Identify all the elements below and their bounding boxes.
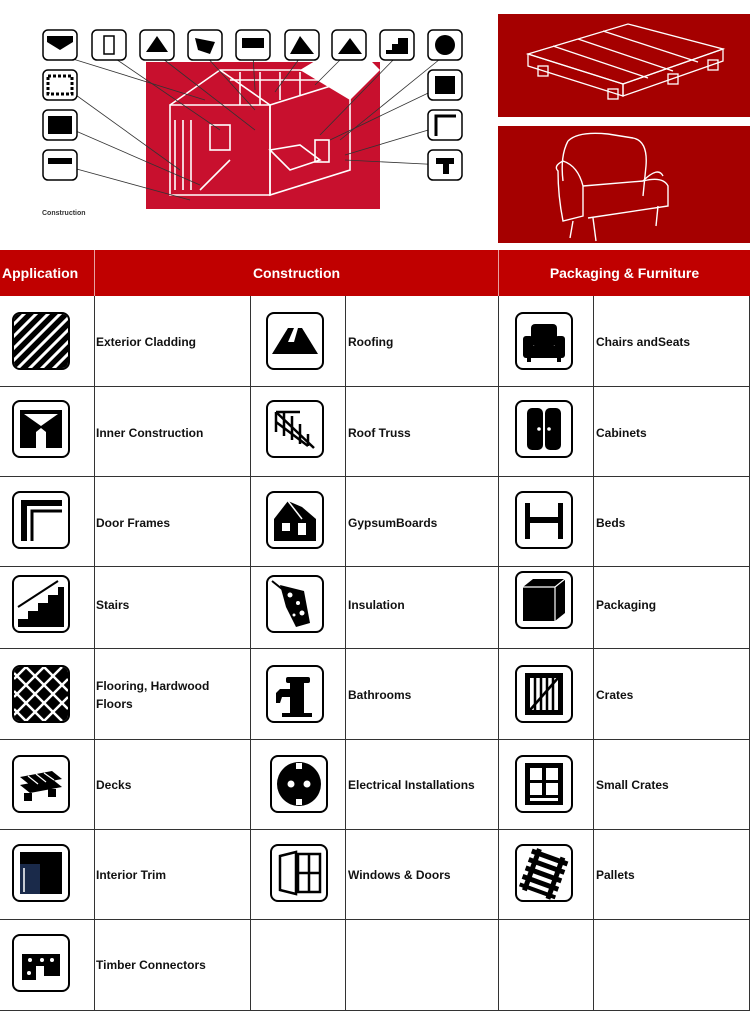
application-table (0, 250, 750, 1011)
label-interior-trim: Interior Trim (96, 868, 167, 882)
roofing-icon (266, 312, 324, 370)
table-header-row (0, 250, 750, 296)
house-construction-illustration (0, 0, 497, 250)
label-windows-doors: Windows & Doors (348, 868, 451, 882)
inner-construction-icon (12, 400, 70, 458)
grid-line (0, 386, 750, 387)
faucet-icon (266, 665, 324, 723)
roof-truss-icon (266, 400, 324, 458)
small-crate-icon (515, 755, 573, 813)
label-roof-truss: Roof Truss (348, 426, 411, 440)
label-chairs-seats: Chairs andSeats (596, 335, 691, 349)
label-timber-connectors: Timber Connectors (96, 958, 206, 972)
grid-line (593, 296, 594, 1011)
pallet-icon (515, 844, 573, 902)
pallet-illustration (498, 14, 750, 117)
grid-line (0, 566, 750, 567)
grid-line (345, 296, 346, 1011)
label-flooring: Flooring, Hardwood Floors (96, 679, 210, 711)
stairs-icon (12, 575, 70, 633)
label-door-frames: Door Frames (96, 516, 171, 530)
construction-illustration-panel (0, 0, 497, 250)
chair-illustration-panel (498, 126, 750, 243)
door-frame-icon (12, 491, 70, 549)
header-construction: Construction (94, 250, 498, 296)
label-gypsum-boards: GypsumBoards (348, 516, 438, 530)
interior-trim-icon (12, 844, 70, 902)
exterior-cladding-icon (12, 312, 70, 370)
armchair-icon (515, 312, 573, 370)
label-insulation: Insulation (348, 598, 405, 612)
grid-line (0, 648, 750, 649)
socket-icon (270, 755, 328, 813)
label-decks: Decks (96, 778, 132, 792)
cabinet-icon (515, 400, 573, 458)
label-packaging: Packaging (596, 598, 657, 612)
grid-line (250, 296, 251, 1011)
label-bathrooms: Bathrooms (348, 688, 412, 702)
header-application: Application (2, 265, 79, 281)
grid-line (94, 296, 95, 1011)
armchair-illustration (498, 126, 750, 243)
crate-icon (515, 665, 573, 723)
deck-icon (12, 755, 70, 813)
label-cabinets: Cabinets (596, 426, 647, 440)
label-crates: Crates (596, 688, 634, 702)
header-packaging-furniture: Packaging & Furniture (498, 250, 750, 296)
label-pallets: Pallets (596, 868, 635, 882)
flooring-icon (12, 665, 70, 723)
grid-line (0, 919, 750, 920)
label-beds: Beds (596, 516, 626, 530)
grid-line (0, 739, 750, 740)
insulation-icon (266, 575, 324, 633)
grid-line (498, 296, 499, 1011)
timber-connector-icon (12, 934, 70, 992)
label-roofing: Roofing (348, 335, 394, 349)
label-exterior-cladding: Exterior Cladding (96, 335, 197, 349)
box-icon (515, 571, 573, 629)
gypsum-board-icon (266, 491, 324, 549)
construction-caption: Construction (42, 210, 86, 217)
grid-line (0, 476, 750, 477)
pallet-illustration-panel (498, 14, 750, 117)
label-inner-construction: Inner Construction (96, 426, 204, 440)
hero-illustrations (0, 0, 750, 250)
grid-line (0, 829, 750, 830)
label-small-crates: Small Crates (596, 778, 669, 792)
label-stairs: Stairs (96, 598, 130, 612)
bed-icon (515, 491, 573, 549)
window-door-icon (270, 844, 328, 902)
label-electrical-installations: Electrical Installations (348, 778, 475, 792)
